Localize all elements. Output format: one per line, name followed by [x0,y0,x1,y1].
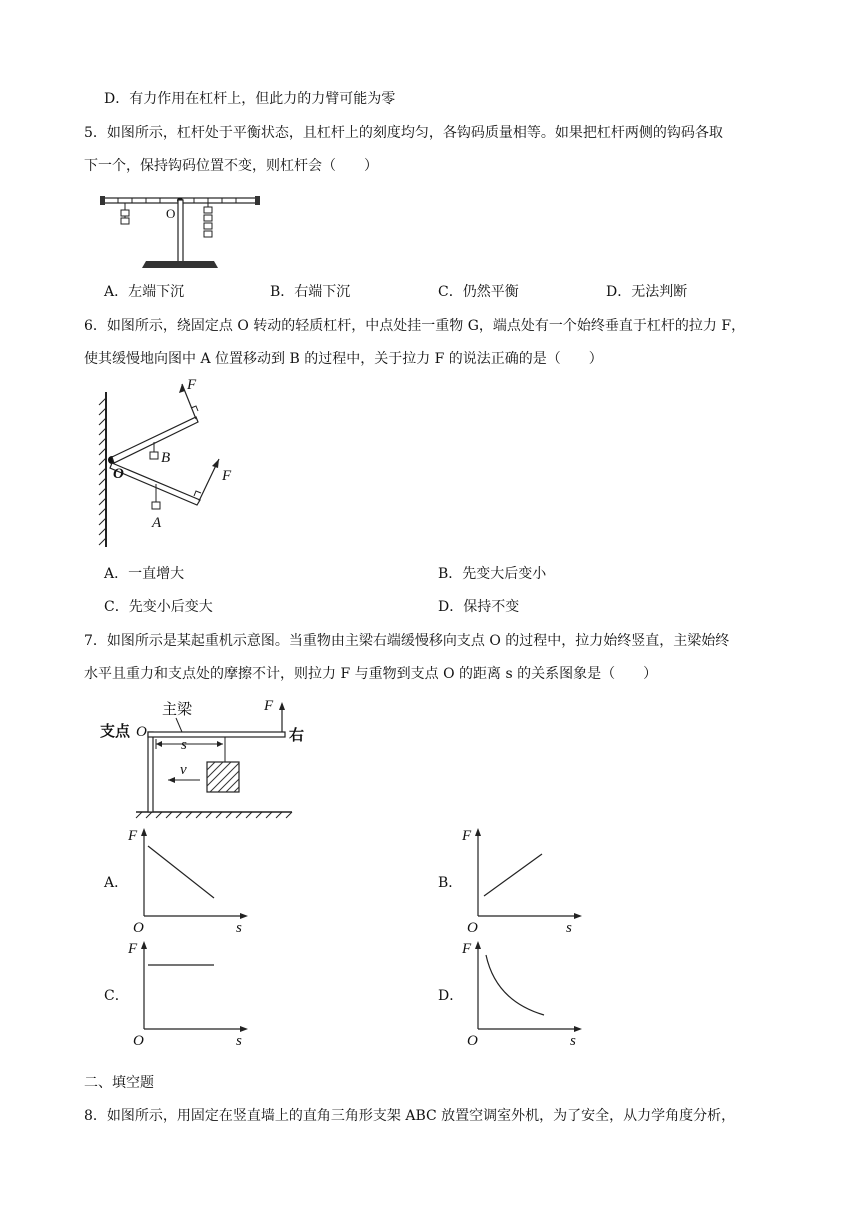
q5-stem-line2: 下一个，保持钩码位置不变，则杠杆会（ ） [84,158,378,174]
section-title: 二、填空题 [84,1075,154,1091]
q7-option-d: D． [438,988,464,1004]
q7-stem-line1: 7．如图所示是某起重机示意图。当重物由主梁右端缓慢移向支点 O 的过程中，拉力始终竖直，主梁始终 [84,633,730,649]
q7-fig-label-f: F [264,698,274,714]
q7-fig-label-o: O [136,724,147,740]
q7-stem-line2: 水平且重力和支点处的摩擦不计，则拉力 F 与重物到支点 O 的距离 s 的关系图象是（ ） [84,666,658,682]
q5-fig-label-o: O [166,206,176,221]
q7-graph-c-x-label: s [236,1033,242,1049]
q7-graph-b-y-label: F [462,828,472,844]
q5-option-d: D．无法判断 [606,284,688,300]
q7-graph-c-origin: O [133,1033,144,1049]
q7-graph-a-y-label: F [128,828,138,844]
q6-stem-line1: 6．如图所示，绕固定点 O 转动的轻质杠杆，中点处挂一重物 G，端点处有一个始终垂直于杠杆的拉力 F， [84,318,746,334]
q7-fig-label-v: v [180,762,187,778]
q7-graph-a [128,826,258,936]
q6-stem-line2: 使其缓慢地向图中 A 位置移动到 B 的过程中，关于拉力 F 的说法正确的是（ ） [84,351,603,367]
q6-fig-label-f-bottom: F [222,468,232,484]
q6-option-a: A．一直增大 [104,566,185,582]
q5-stem-line1: 5．如图所示，杠杆处于平衡状态，且杠杆上的刻度均匀，各钩码质量相等。如果把杠杆两侧的钩码各取 [84,125,723,141]
q5-option-b: B．右端下沉 [270,284,351,300]
q7-graph-b-origin: O [467,920,478,936]
q7-fig-label-zhidian: 支点 [100,722,131,740]
q7-graph-c-y-label: F [128,941,138,957]
q4-option-d: D．有力作用在杠杆上，但此力的力臂可能为零 [104,91,396,107]
q5-option-c: C．仍然平衡 [438,284,519,300]
q7-crane-figure [96,692,316,824]
q8-stem-line1: 8．如图所示，用固定在竖直墙上的直角三角形支架 ABC 放置空调室外机，为了安全，从力学角度分析， [84,1108,736,1124]
q7-graph-d-x-label: s [570,1033,576,1049]
q7-option-a: A． [104,875,129,891]
q7-graph-b-x-label: s [566,920,572,936]
q7-graph-a-x-label: s [236,920,242,936]
q6-fig-label-f-top: F [187,377,197,393]
q6-lever-figure [96,372,256,552]
q7-fig-label-s: s [181,737,187,753]
q6-fig-label-b: B [161,450,171,466]
q7-graph-d-origin: O [467,1033,478,1049]
q7-option-b: B． [438,875,463,891]
q7-fig-label-you: 右 [289,726,305,744]
q7-graph-d [462,939,592,1049]
q7-option-c: C． [104,988,129,1004]
q7-graph-a-origin: O [133,920,144,936]
q5-lever-figure [100,188,270,273]
q6-fig-label-o: O [113,466,124,482]
q7-graph-d-y-label: F [462,941,472,957]
q7-fig-label-zhuliang: 主梁 [162,700,193,718]
q6-option-d: D．保持不变 [438,599,520,615]
q6-option-b: B．先变大后变小 [438,566,547,582]
q6-fig-label-a: A [152,515,162,531]
q5-option-a: A．左端下沉 [104,284,185,300]
q7-graph-c [128,939,258,1049]
q6-option-c: C．先变小后变大 [104,599,213,615]
q7-graph-b [462,826,592,936]
